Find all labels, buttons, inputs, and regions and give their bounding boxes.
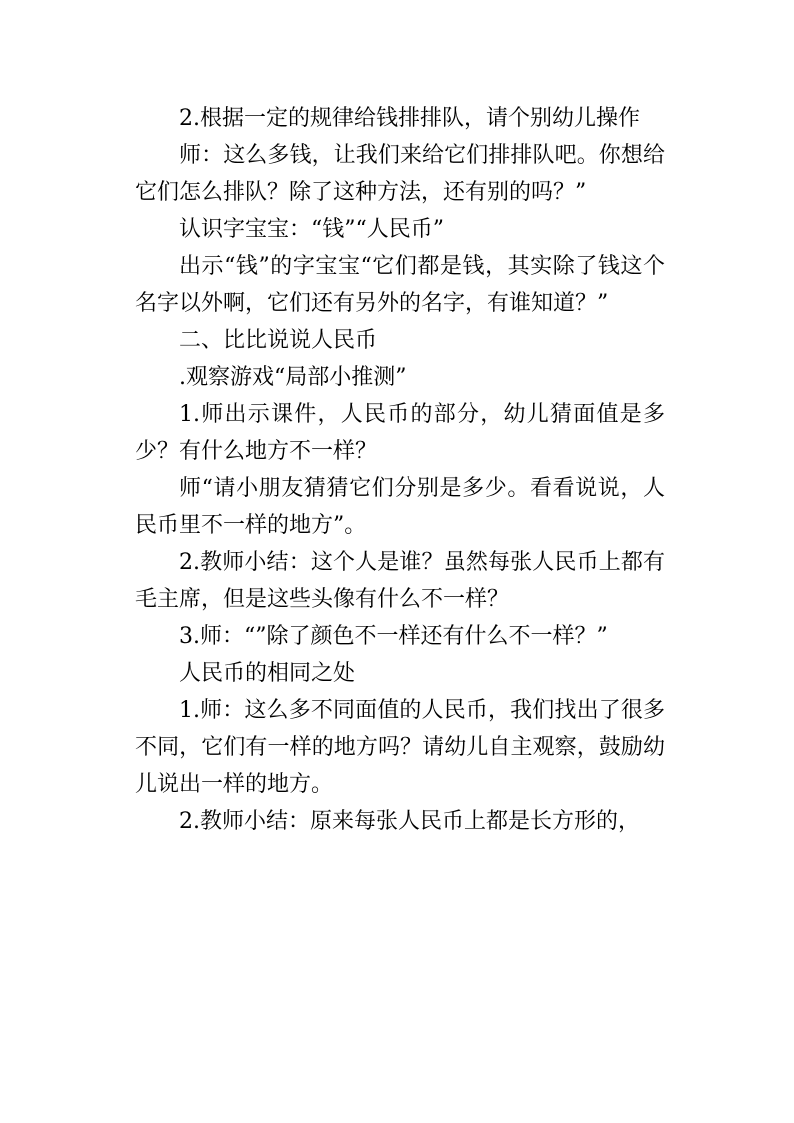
paragraph-show-character: 出示“钱”的字宝宝“它们都是钱，其实除了钱这个名字以外啊，它们还有另外的名字，有谁知道？” [135, 254, 665, 316]
paragraph-observe-game: .观察游戏“局部小推测” [179, 365, 407, 390]
paragraph-step-1-courseware: 1.师出示课件，人民币的部分，幼儿猜面值是多少？有什么地方不一样？ [135, 402, 665, 464]
section-heading-compare-rmb: 二、比比说说人民币 [179, 328, 378, 353]
paragraph-similarities-heading: 人民币的相同之处 [179, 661, 356, 686]
paragraph-step-2-rectangle: 2.教师小结：原来每张人民币上都是长方形的， [179, 809, 640, 834]
paragraph-step-2-summary: 2.教师小结：这个人是谁？虽然每张人民币上都有毛主席，但是这些头像有什么不一样？ [135, 550, 665, 612]
paragraph-step-2-arrange: 2.根据一定的规律给钱排排队，请个别幼儿操作 [179, 106, 640, 131]
paragraph-teacher-guess: 师“请小朋友猜猜它们分别是多少。看看说说，人民币里不一样的地方”。 [135, 476, 665, 538]
document-body [135, 100, 665, 840]
paragraph-recognize-characters: 认识字宝宝：“钱”“人民币” [179, 217, 444, 242]
paragraph-step-1-similarities: 1.师：这么多不同面值的人民币，我们找出了很多不同，它们有一样的地方吗？请幼儿自主观察，鼓励幼儿说出一样的地方。 [135, 698, 665, 797]
paragraph-teacher-arrange: 师：这么多钱，让我们来给它们排排队吧。你想给它们怎么排队？除了这种方法，还有别的吗？” [135, 143, 665, 205]
paragraph-step-3-color: 3.师：“”除了颜色不一样还有什么不一样？” [179, 624, 608, 649]
